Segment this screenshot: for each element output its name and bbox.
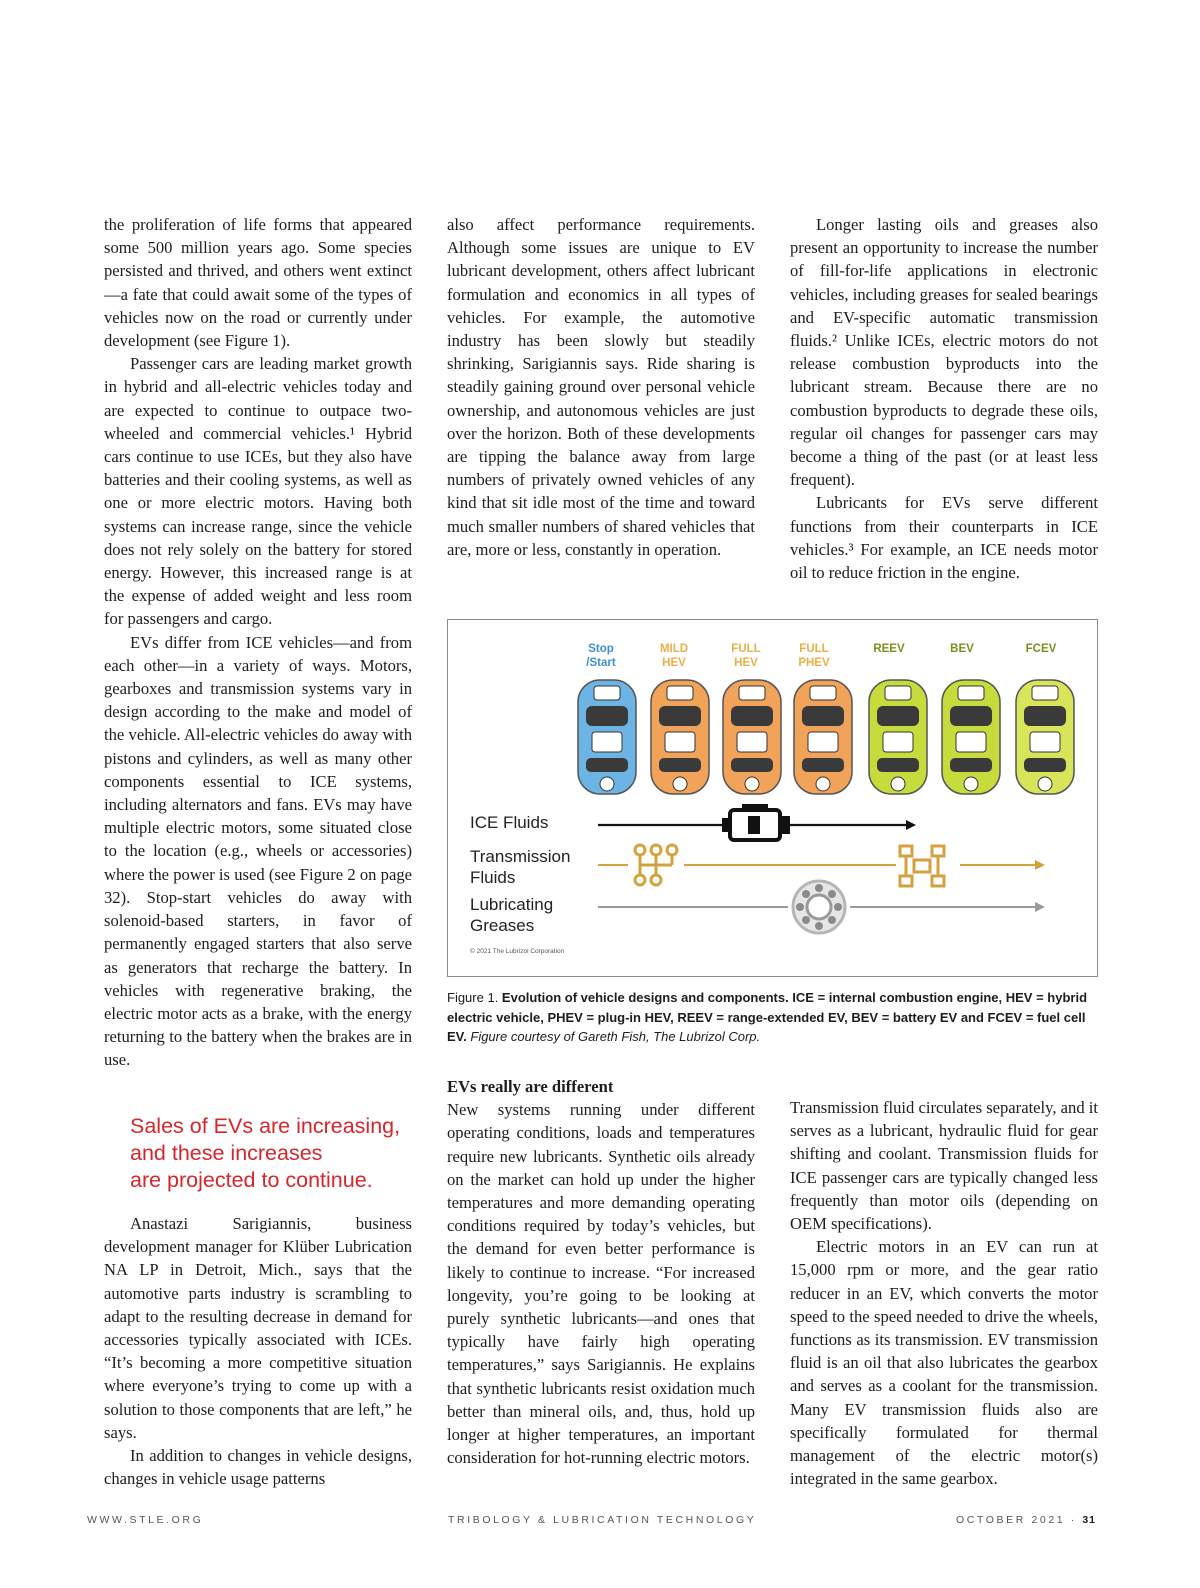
car-icon bbox=[865, 676, 931, 798]
paragraph: Anastazi Sarigiannis, business development manager for Klüber Lubrication NA LP in Detroit, Mich., says that the automotive parts industry is scrambling to adapt to the resulting decrease in demand for accessories typically associated with ICEs. “It’s becoming a more competitive situation where everyone’s trying to come up with a solution to those components that are left,” he says. bbox=[104, 1214, 412, 1442]
car-icon bbox=[574, 676, 640, 798]
paragraph: Lubricants for EVs serve different functions from their counterparts in ICE vehicles.³ For example, an ICE needs motor oil to reduce friction in the engine. bbox=[790, 493, 1098, 583]
vehicle-label: FULL HEV bbox=[731, 643, 761, 669]
column-1-bottom bbox=[104, 1212, 412, 1490]
paragraph: Transmission fluid circulates separately, and it serves as a lubricant, hydraulic fluid for gear shifting and coolant. Transmission fluids for ICE passenger cars are typically changed less frequently than motor oils (depending on OEM specifications). bbox=[790, 1098, 1098, 1234]
paragraph: Longer lasting oils and greases also present an opportunity to increase the number of fill-for-life applications in electronic vehicles, including greases for sealed bearings and EV-specific automatic transmission fluids.² Unlike ICEs, electric motors do not release combustion byproducts into the lubricant stream. Because there are no combustion byproducts to degrade these oils, regular oil changes for passenger cars may become a thing of the past (or at least less frequent). bbox=[790, 215, 1098, 490]
pull-quote-line: and these increases bbox=[130, 1141, 323, 1166]
section-heading: EVs really are different bbox=[447, 1077, 614, 1096]
vehicle-label: MILD HEV bbox=[659, 643, 689, 669]
vehicle-label: FCEV bbox=[1025, 643, 1057, 655]
paragraph: also affect performance requirements. Although some issues are unique to EV lubricant development, others affect lubricant formulation and economics in all types of vehicles. For example, the automotive industry has been slowly but steadily shrinking, Sarigiannis says. Ride sharing is steadily gaining ground over personal vehicle ownership, and autonomous vehicles are just over the horizon. Both of these developments are tipping the balance away from large numbers of privately owned vehicles of any kind that sit idle most of the time and toward much smaller numbers of shared vehicles that are, more or less, constantly in operation. bbox=[447, 215, 755, 559]
engine-icon bbox=[722, 804, 790, 840]
paragraph: In addition to changes in vehicle designs, changes in vehicle usage patterns bbox=[104, 1446, 412, 1489]
vehicle-label: Stop /Start bbox=[586, 643, 616, 669]
pull-quote bbox=[130, 1113, 430, 1195]
car-icon bbox=[719, 676, 785, 798]
car-icon bbox=[790, 676, 856, 798]
car-icon bbox=[1012, 676, 1078, 798]
footer-publication: TRIBOLOGY & LUBRICATION TECHNOLOGY bbox=[448, 1514, 757, 1526]
footer-date bbox=[956, 1514, 1096, 1526]
car-icon bbox=[647, 676, 713, 798]
gearbox-icon bbox=[900, 846, 944, 886]
footer-website: WWW.STLE.ORG bbox=[87, 1514, 204, 1526]
vehicle-label: FULL PHEV bbox=[798, 643, 830, 669]
caption-title: Evolution of vehicle designs and components. ICE = internal combustion engine, HEV = hybrid electric vehicle, PHEV = plug-in HEV, REEV = range-extended EV, BEV = battery EV and FCEV = fuel cell EV. bbox=[447, 990, 1088, 1044]
car-icon bbox=[938, 676, 1004, 798]
paragraph: New systems running under different operating conditions, loads and temperatures require new lubricants. Synthetic oils already on the market can hold up under the higher temperatures and more demanding operating conditions required by today’s vehicles, but the demand for even better performance is likely to continue to increase. “For increased longevity, you’re going to be looking at purely synthetic lubricants—and ones that typically have fairly high operating temperatures,” says Sarigiannis. He explains that synthetic lubricants resist oxidation much better than mineral oils, and, thus, hold up longer at higher temperatures, an important consideration for hot-running electric motors. bbox=[447, 1100, 755, 1468]
paragraph: EVs differ from ICE vehicles—and from each other—in a variety of ways. Motors, gearboxes and transmission systems vary in design according to the make and model of the vehicle. All-electric vehicles do away with pistons and cylinders, as well as many other components essential to ICE systems, including alternators and fans. EVs may have multiple electric motors, some situated close to the location (e.g., wheels or accessories) where the power is used (see Figure 2 on page 32). Stop-start vehicles do away with solenoid-based starters, in favor of permanently engaged starters that also serve as generators that recharge the battery. In vehicles with regenerative braking, the electric motor acts as a brake, with the energy returning to the battery when the brakes are in use. bbox=[104, 632, 412, 1070]
fluid-label: Lubricating Greases bbox=[470, 895, 554, 935]
footer-date-text: OCTOBER 2021 · bbox=[956, 1514, 1083, 1526]
column-3-top bbox=[790, 213, 1098, 584]
fluid-label: Transmission Fluids bbox=[470, 847, 571, 887]
fluid-label: ICE Fluids bbox=[470, 813, 549, 832]
column-1-top bbox=[104, 213, 412, 1072]
paragraph: Passenger cars are leading market growth in hybrid and all-electric vehicles today and are expected to continue to outpace two-wheeled and commercial vehicles.¹ Hybrid cars continue to use ICEs, but they also have batteries and their cooling systems, as well as one or more electric motors. Having both systems can increase range, since the vehicle does not rely solely on the battery for stored energy. However, this increased range is at the expense of added weight and less room for passengers and cargo. bbox=[104, 354, 412, 629]
caption-credit: Figure courtesy of Gareth Fish, The Lubrizol Corp. bbox=[466, 1029, 761, 1044]
column-3-bottom bbox=[790, 1096, 1098, 1490]
pull-quote-line: Sales of EVs are increasing, bbox=[130, 1114, 401, 1138]
page-number: 31 bbox=[1082, 1514, 1097, 1526]
paragraph: the proliferation of life forms that appeared some 500 million years ago. Some species persisted and thrived, and others went extinct—a fate that could await some of the types of vehicles now on the road or currently under development (see Figure 1). bbox=[104, 215, 412, 351]
column-2-bottom bbox=[447, 1075, 755, 1469]
figure-caption bbox=[447, 988, 1097, 1047]
vehicle-label: BEV bbox=[950, 643, 974, 655]
figure-1 bbox=[447, 619, 1098, 977]
figure-copyright: © 2021 The Lubrizol Corporation bbox=[470, 948, 565, 955]
caption-prefix: Figure 1. bbox=[447, 990, 502, 1005]
bearing-icon bbox=[793, 881, 845, 933]
vehicle-label: REEV bbox=[873, 643, 905, 655]
gearbox-icon bbox=[635, 845, 677, 885]
column-2-top bbox=[447, 213, 755, 561]
pull-quote-line: are projected to continue. bbox=[130, 1168, 373, 1193]
paragraph: Electric motors in an EV can run at 15,000 rpm or more, and the gear ratio reducer in an EV, which converts the motor speed to the speed needed to drive the wheels, functions as its transmission. EV transmission fluid is an oil that also lubricates the gearbox and serves as a coolant for the transmission. Many EV transmission fluids also are specifically formulated for thermal management of the electric motor(s) integrated in the same gearbox. bbox=[790, 1237, 1098, 1489]
